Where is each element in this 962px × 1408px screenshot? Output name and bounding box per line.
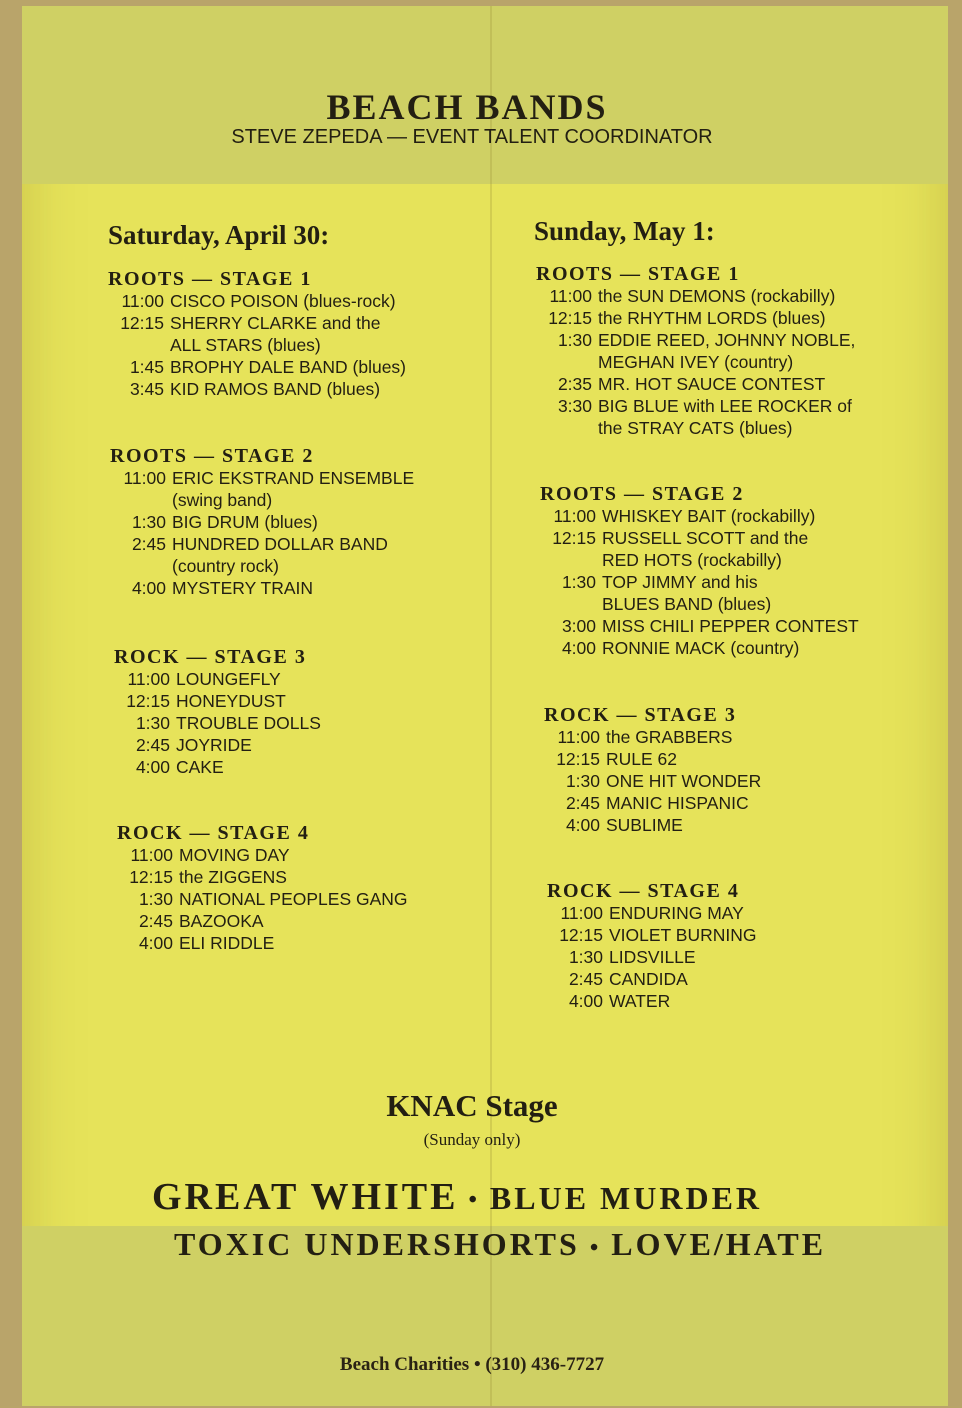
slot-act: the SUN DEMONS (rockabilly) [598, 286, 836, 306]
slot-time: 11:00 [130, 845, 173, 865]
schedule-row [117, 932, 517, 954]
schedule-row [110, 533, 510, 555]
slot-act-continued: BLUES BAND (blues) [602, 594, 772, 614]
slot-time: 1:45 [129, 357, 164, 377]
slot-time: 2:35 [557, 374, 592, 394]
slot-time: 11:00 [553, 506, 596, 526]
slot-time: 11:00 [127, 669, 170, 689]
slot-act: TROUBLE DOLLS [176, 713, 321, 733]
schedule-row [540, 571, 940, 593]
slot-time: 2:45 [568, 969, 603, 989]
slot-time: 12:15 [129, 867, 173, 887]
sunday-rock-stage-3 [544, 704, 944, 836]
slot-act: the GRABBERS [606, 727, 733, 747]
slot-act: ONE HIT WONDER [606, 771, 762, 791]
sunday-rock-stage-4 [547, 880, 947, 1012]
slot-time: 3:30 [557, 396, 592, 416]
schedule-row [544, 792, 944, 814]
slot-act: CAKE [176, 757, 224, 777]
headliner-4: LOVE/HATE [611, 1226, 827, 1263]
headliner-1: GREAT WHITE [152, 1176, 459, 1218]
page-title: BEACH BANDS [326, 87, 608, 127]
schedule-row [547, 924, 947, 946]
saturday-heading: Saturday, April 30: [108, 220, 330, 250]
slot-time: 11:00 [560, 903, 603, 923]
slot-act-continued: (country rock) [172, 556, 279, 576]
schedule-row [114, 734, 514, 756]
slot-act-continued: (swing band) [172, 490, 273, 510]
slot-act: SHERRY CLARKE and the [170, 313, 381, 333]
headliner-row-2 [152, 1223, 852, 1269]
saturday-rock-stage-4 [117, 822, 517, 954]
slot-time: 1:30 [565, 771, 600, 791]
stage-title: ROOTS — STAGE 1 [108, 268, 312, 290]
slot-act: WATER [609, 991, 671, 1011]
slot-act: ENDURING MAY [609, 903, 744, 923]
slot-act: EDDIE REED, JOHNNY NOBLE, [598, 330, 856, 350]
slot-act: SUBLIME [606, 815, 683, 835]
saturday-roots-stage-2 [110, 445, 510, 599]
schedule-row [114, 668, 514, 690]
bullet-separator: • [468, 1187, 480, 1214]
schedule-row [110, 467, 510, 489]
slot-act: LIDSVILLE [609, 947, 696, 967]
schedule-row [540, 505, 940, 527]
slot-act: TOP JIMMY and his [602, 572, 758, 592]
schedule-row [547, 968, 947, 990]
slot-act: BIG BLUE with LEE ROCKER of [598, 396, 852, 416]
slot-time: 12:15 [548, 308, 592, 328]
slot-act: ELI RIDDLE [179, 933, 275, 953]
schedule-row [110, 577, 510, 599]
schedule-row [540, 637, 940, 659]
slot-act: ERIC EKSTRAND ENSEMBLE [172, 468, 415, 488]
sunday-heading: Sunday, May 1: [534, 216, 715, 246]
slot-time: 11:00 [549, 286, 592, 306]
schedule-row [547, 902, 947, 924]
slot-time: 4:00 [561, 638, 596, 658]
saturday-heading-block [108, 220, 508, 273]
slot-time: 3:00 [561, 616, 596, 636]
stage-title: ROCK — STAGE 4 [547, 880, 740, 902]
headliner-3: TOXIC UNDERSHORTS [174, 1226, 580, 1263]
schedule-row [536, 285, 936, 307]
slot-act-continued: the STRAY CATS (blues) [598, 418, 793, 438]
slot-act: MOVING DAY [179, 845, 290, 865]
schedule-row [536, 395, 936, 417]
slot-act: MANIC HISPANIC [606, 793, 749, 813]
schedule-row [108, 290, 508, 312]
schedule-row [544, 814, 944, 836]
slot-time: 12:15 [120, 313, 164, 333]
slot-act: BIG DRUM (blues) [172, 512, 318, 532]
slot-act: HUNDRED DOLLAR BAND [172, 534, 388, 554]
slot-act: MR. HOT SAUCE CONTEST [598, 374, 826, 394]
slot-time: 4:00 [131, 578, 166, 598]
footer-contact: Beach Charities • (310) 436-7727 [339, 1354, 605, 1375]
slot-act: CANDIDA [609, 969, 688, 989]
sunday-roots-stage-2 [540, 483, 940, 659]
schedule-row [544, 748, 944, 770]
slot-time: 2:45 [138, 911, 173, 931]
headliner-2: BLUE MURDER [489, 1180, 763, 1216]
slot-time: 2:45 [565, 793, 600, 813]
slot-time: 11:00 [123, 468, 166, 488]
schedule-row [536, 373, 936, 395]
page-subtitle: STEVE ZEPEDA — EVENT TALENT COORDINATOR [231, 126, 713, 148]
slot-act: KID RAMOS BAND (blues) [170, 379, 381, 399]
slot-time: 4:00 [138, 933, 173, 953]
knac-headliners [152, 1174, 852, 1269]
knac-stage-title: KNAC Stage [386, 1088, 558, 1123]
slot-time: 1:30 [561, 572, 596, 592]
slot-act: RONNIE MACK (country) [602, 638, 800, 658]
flyer-page [22, 6, 948, 1406]
slot-act: HONEYDUST [176, 691, 286, 711]
schedule-row [114, 690, 514, 712]
slot-act: RUSSELL SCOTT and the [602, 528, 809, 548]
schedule-row [117, 844, 517, 866]
slot-time: 1:30 [568, 947, 603, 967]
schedule-row [108, 356, 508, 378]
slot-act: BROPHY DALE BAND (blues) [170, 357, 407, 377]
slot-time: 1:30 [138, 889, 173, 909]
schedule-row [540, 615, 940, 637]
stage-title: ROCK — STAGE 3 [544, 704, 737, 726]
sunday-heading-block [534, 216, 934, 269]
slot-time: 1:30 [557, 330, 592, 350]
schedule-row [536, 329, 936, 351]
slot-act: CISCO POISON (blues-rock) [170, 291, 396, 311]
slot-time: 12:15 [559, 925, 603, 945]
schedule-row [117, 910, 517, 932]
schedule-row [117, 866, 517, 888]
schedule-row [536, 307, 936, 329]
slot-act: the ZIGGENS [179, 867, 287, 887]
sunday-roots-stage-1 [536, 263, 936, 439]
stage-title: ROOTS — STAGE 2 [540, 483, 744, 505]
stage-title: ROCK — STAGE 3 [114, 646, 307, 668]
schedule-row [547, 946, 947, 968]
stage-title: ROCK — STAGE 4 [117, 822, 310, 844]
saturday-rock-stage-3 [114, 646, 514, 778]
slot-act: MYSTERY TRAIN [172, 578, 314, 598]
schedule-row [544, 726, 944, 748]
slot-act-continued: ALL STARS (blues) [170, 335, 321, 355]
schedule-row [547, 990, 947, 1012]
slot-time: 1:30 [131, 512, 166, 532]
slot-act: RULE 62 [606, 749, 678, 769]
slot-time: 3:45 [129, 379, 164, 399]
slot-time: 12:15 [556, 749, 600, 769]
headliner-row-1 [152, 1174, 852, 1223]
slot-act-continued: RED HOTS (rockabilly) [602, 550, 782, 570]
slot-time: 4:00 [568, 991, 603, 1011]
schedule-row [114, 756, 514, 778]
slot-act: the RHYTHM LORDS (blues) [598, 308, 826, 328]
slot-time: 12:15 [126, 691, 170, 711]
schedule-row [114, 712, 514, 734]
schedule-row [110, 511, 510, 533]
schedule-row [108, 312, 508, 334]
slot-act: VIOLET BURNING [609, 925, 757, 945]
slot-time: 11:00 [121, 291, 164, 311]
slot-act: BAZOOKA [179, 911, 264, 931]
slot-act: NATIONAL PEOPLES GANG [179, 889, 408, 909]
slot-time: 4:00 [135, 757, 170, 777]
slot-act: JOYRIDE [176, 735, 252, 755]
slot-act: LOUNGEFLY [176, 669, 281, 689]
slot-time: 11:00 [557, 727, 600, 747]
slot-time: 4:00 [565, 815, 600, 835]
stage-title: ROOTS — STAGE 1 [536, 263, 740, 285]
saturday-roots-stage-1 [108, 268, 508, 400]
slot-act: MISS CHILI PEPPER CONTEST [602, 616, 859, 636]
schedule-row [540, 527, 940, 549]
slot-act-continued: MEGHAN IVEY (country) [598, 352, 794, 372]
schedule-row [544, 770, 944, 792]
bullet-separator: • [589, 1234, 602, 1261]
knac-stage-note: (Sunday only) [423, 1130, 521, 1149]
schedule-row [117, 888, 517, 910]
slot-time: 2:45 [131, 534, 166, 554]
stage-title: ROOTS — STAGE 2 [110, 445, 314, 467]
slot-time: 12:15 [552, 528, 596, 548]
slot-time: 2:45 [135, 735, 170, 755]
slot-time: 1:30 [135, 713, 170, 733]
schedule-row [108, 378, 508, 400]
slot-act: WHISKEY BAIT (rockabilly) [602, 506, 816, 526]
